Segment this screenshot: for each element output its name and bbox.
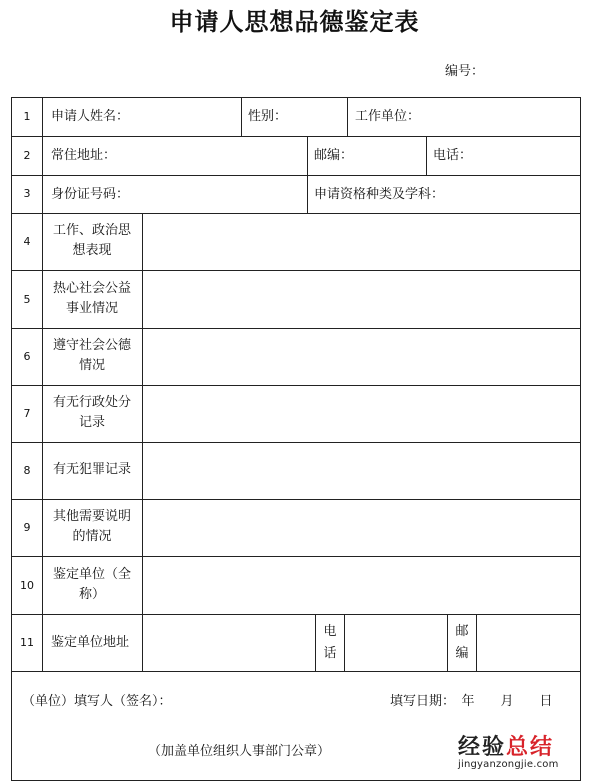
row-number: 2 — [23, 149, 31, 162]
row-divider — [12, 385, 580, 386]
fill-date-label: 填写日期： 年 月 日 — [390, 694, 553, 709]
row-divider — [12, 328, 580, 329]
row-number: 11 — [20, 636, 34, 649]
watermark-logo — [458, 730, 588, 781]
phone-vertical-label: 电话 — [323, 624, 337, 661]
appraisal-form-table — [11, 97, 581, 781]
public-welfare-label: 热心社会公益事业情况 — [52, 281, 131, 316]
row-divider — [12, 614, 580, 615]
phone-label: 电话： — [433, 148, 473, 163]
serial-number-label: 编号： — [445, 64, 485, 79]
row-divider — [12, 270, 580, 271]
row-number: 7 — [23, 407, 31, 420]
row-divider — [12, 136, 580, 137]
filler-signature-label: （单位）填写人（签名）： — [22, 694, 172, 709]
row-number: 5 — [23, 293, 31, 306]
postcode-label: 邮编： — [314, 148, 354, 163]
row-divider — [12, 556, 580, 557]
social-ethics-label: 遵守社会公德情况 — [52, 338, 131, 373]
row-divider — [12, 175, 580, 176]
row-number: 6 — [23, 350, 31, 363]
row-divider — [12, 442, 580, 443]
other-info-label: 其他需要说明的情况 — [52, 509, 131, 544]
watermark-url: jingyanzongjie.com — [458, 759, 559, 770]
address-label: 常住地址： — [51, 148, 117, 163]
watermark-text: 经验总结 — [458, 734, 555, 760]
column-divider — [307, 136, 308, 175]
official-seal-note: （加盖单位组织人事部门公章） — [148, 744, 331, 759]
column-divider — [344, 614, 345, 671]
column-divider — [142, 213, 143, 671]
row-number: 9 — [23, 521, 31, 534]
row-number: 3 — [23, 187, 31, 200]
column-divider — [307, 175, 308, 213]
column-divider — [42, 98, 43, 671]
applicant-name-label: 申请人姓名： — [51, 109, 130, 124]
criminal-record-label: 有无犯罪记录 — [52, 462, 131, 477]
appraisal-unit-label: 鉴定单位（全称） — [52, 567, 131, 602]
column-divider — [476, 614, 477, 671]
work-politics-label: 工作、政治思想表现 — [52, 223, 131, 258]
row-number: 1 — [23, 110, 31, 123]
column-divider — [447, 614, 448, 671]
qualification-label: 申请资格种类及学科： — [314, 187, 445, 202]
column-divider — [241, 98, 242, 136]
column-divider — [347, 98, 348, 136]
column-divider — [315, 614, 316, 671]
page-title: 申请人思想品德鉴定表 — [169, 7, 420, 36]
admin-penalty-label: 有无行政处分记录 — [52, 395, 131, 430]
row-divider — [12, 671, 580, 672]
row-divider — [12, 213, 580, 214]
row-number: 10 — [20, 579, 34, 592]
row-divider — [12, 499, 580, 500]
work-unit-label: 工作单位： — [355, 109, 421, 124]
post-vertical-label: 邮编 — [455, 624, 469, 661]
row-number: 8 — [23, 464, 31, 477]
id-number-label: 身份证号码： — [51, 187, 130, 202]
row-number: 4 — [23, 235, 31, 248]
gender-label: 性别： — [248, 109, 288, 124]
appraisal-address-label: 鉴定单位地址 — [51, 635, 130, 650]
column-divider — [426, 136, 427, 175]
